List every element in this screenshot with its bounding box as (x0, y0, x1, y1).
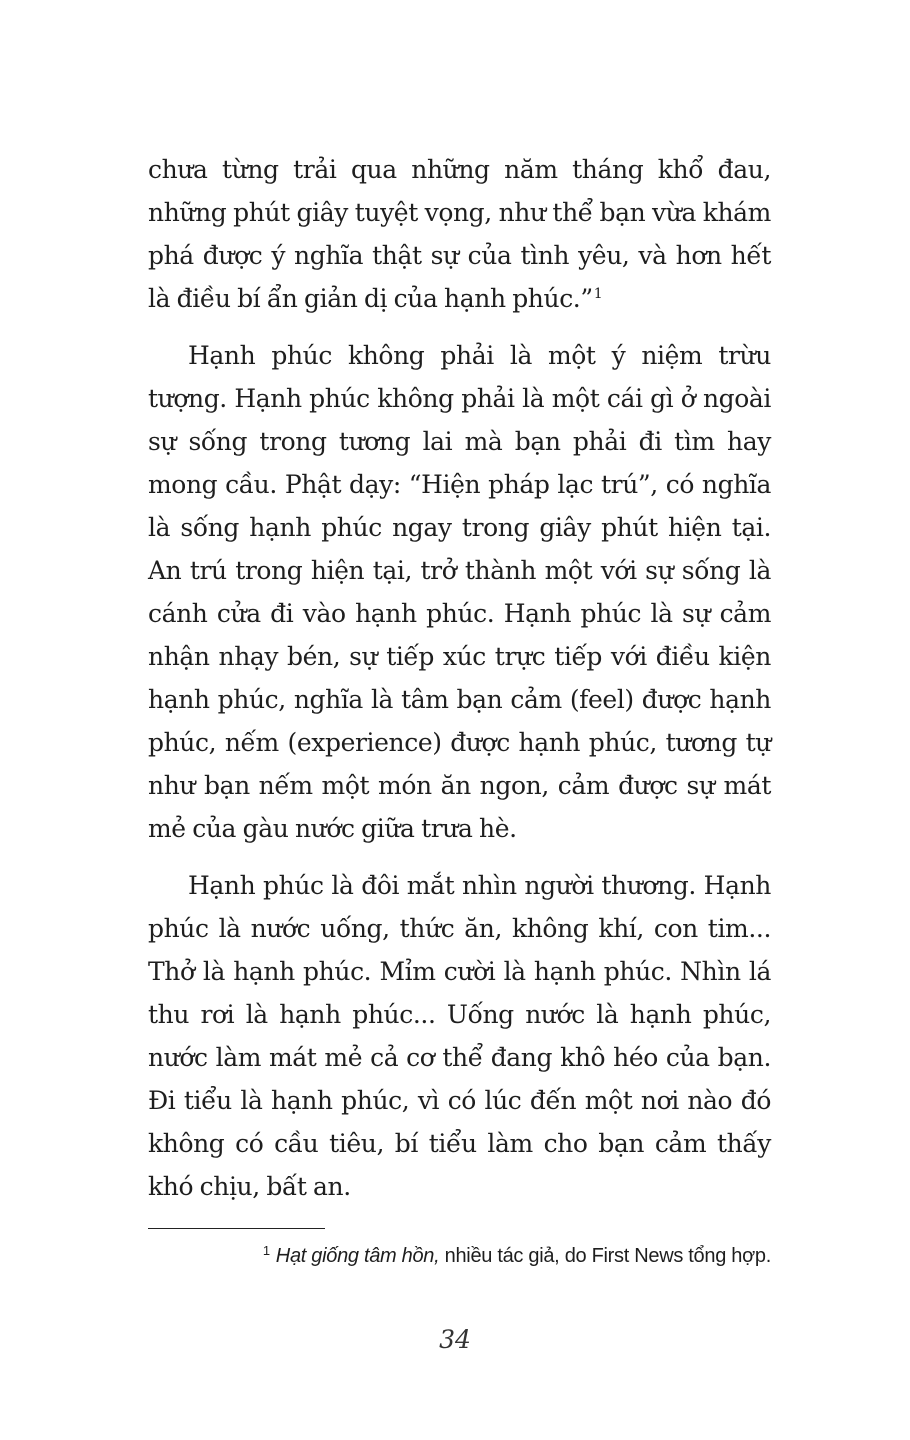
footnote-reference: 1 (593, 286, 603, 302)
paragraph-3: Hạnh phúc là đôi mắt nhìn người thương. Hạnh phúc là nước uống, thức ăn, không khí, con tim... Thở là hạnh phúc. Mỉm cười là hạnh phúc. Nhìn lá thu rơi là hạnh phúc... Uống nước là hạnh phúc, nước làm mát mẻ cả cơ thể đang khô héo của bạn. Đi tiểu là hạnh phúc, vì có lúc đến một nơi nào đó không có cầu tiêu, bí tiểu làm cho bạn cảm thấy khó chịu, bất an. (148, 871, 771, 1201)
paragraph-2: Hạnh phúc không phải là một ý niệm trừu tượng. Hạnh phúc không phải là một cái gì ở ngoài sự sống trong tương lai mà bạn phải đi tìm hay mong cầu. Phật dạy: “Hiện pháp lạc trú”, có nghĩa là sống hạnh phúc ngay trong giây phút hiện tại. An trú trong hiện tại, trở thành một với sự sống là cánh cửa đi vào hạnh phúc. Hạnh phúc là sự cảm nhận nhạy bén, sự tiếp xúc trực tiếp với điều kiện hạnh phúc, nghĩa là tâm bạn cảm (feel) được hạnh phúc, nếm (experience) được hạnh phúc, tương tự như bạn nếm một món ăn ngon, cảm được sự mát mẻ của gàu nước giữa trưa hè. (148, 341, 771, 843)
footnote-description: nhiều tác giả, do First News tổng hợp. (439, 1245, 771, 1267)
page-number: 34 (439, 1325, 471, 1354)
paragraph-1 (148, 148, 771, 320)
footnote-title: Hạt giống tâm hồn, (275, 1245, 440, 1267)
footnote-divider (148, 1228, 325, 1229)
body-text (148, 148, 771, 1222)
footnote-number: 1 (262, 1243, 270, 1258)
footnote (148, 1240, 771, 1272)
paragraph-1-text: chưa từng trải qua những năm tháng khổ đau, những phút giây tuyệt vọng, như thể bạn vừa khám phá được ý nghĩa thật sự của tình yêu, và hơn hết là điều bí ẩn giản dị của hạnh phúc.” (148, 155, 771, 313)
